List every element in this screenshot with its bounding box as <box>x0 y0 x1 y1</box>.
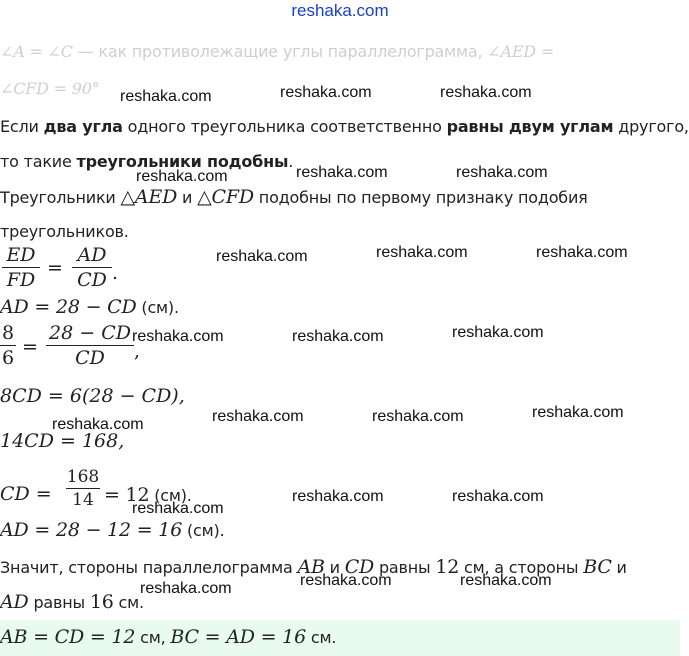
conclusion-text: см, а стороны <box>459 558 584 577</box>
comma: , <box>134 340 141 362</box>
rule-bold: треугольники подобны <box>76 152 289 171</box>
answer-math: BC = AD = 16 <box>170 626 306 648</box>
ad-value <box>0 519 224 541</box>
denominator: 14 <box>72 490 94 510</box>
fraction-bar <box>46 345 134 346</box>
watermark: reshaka.com <box>532 404 624 421</box>
watermark: reshaka.com <box>280 84 372 101</box>
unit-text: (см). <box>136 298 179 317</box>
cd-lhs: CD = <box>0 483 52 505</box>
watermark: reshaka.com <box>456 164 548 181</box>
watermark: reshaka.com <box>300 572 392 589</box>
watermark: reshaka.com <box>140 580 232 597</box>
denominator: CD <box>77 269 107 291</box>
step-equation-2: 14CD = 168, <box>0 430 125 452</box>
side-ad: AD <box>0 591 29 613</box>
rule-text: одного треугольника соответственно <box>122 117 447 136</box>
conclusion-text: равны <box>374 558 436 577</box>
fraction-bar <box>0 345 16 346</box>
triangle-cfd: △CFD <box>197 186 254 208</box>
numerator: 8 <box>1 322 15 344</box>
rule-text: другого, <box>613 117 689 136</box>
fraction-bar <box>66 488 100 489</box>
denominator: CD <box>75 347 105 369</box>
answer-math: AB = CD = 12 <box>0 626 136 648</box>
numerator: 168 <box>66 467 100 487</box>
rule-text: . <box>288 152 294 171</box>
ad-expression <box>0 296 179 318</box>
watermark: reshaka.com <box>372 408 464 425</box>
watermark: reshaka.com <box>292 488 384 505</box>
similar-line-2 <box>0 222 129 241</box>
ad-math: AD = 28 − CD <box>0 296 137 318</box>
site-header-link[interactable]: reshaka.com <box>291 1 389 20</box>
answer-unit: см. <box>305 628 337 647</box>
conclusion-text: и <box>611 558 627 577</box>
conclusion-text: см. <box>113 593 144 612</box>
faded-line-2 <box>0 79 100 98</box>
value-16: 16 <box>89 591 114 613</box>
fraction-28-cd <box>46 322 134 369</box>
fraction-168-14 <box>66 467 100 510</box>
watermark: reshaka.com <box>452 324 544 341</box>
similar-text: подобны по первому признаку подобия <box>253 188 588 207</box>
cd-result: = 12 <box>104 484 150 506</box>
numerator: 28 − CD <box>49 322 131 344</box>
faded-line-1 <box>0 42 554 61</box>
similar-text: треугольников. <box>0 222 129 241</box>
conclusion-text: и <box>324 558 345 577</box>
unit-text: (см). <box>149 486 192 505</box>
step-equation-1: 8CD = 6(28 − CD), <box>0 385 185 407</box>
equals-sign: = <box>22 336 38 358</box>
angle-equality: ∠A = ∠C <box>0 42 73 61</box>
triangle-aed: △AED <box>120 186 178 208</box>
fraction-bar <box>2 267 40 268</box>
answer-unit: см, <box>135 628 171 647</box>
fraction-8-6 <box>0 322 16 369</box>
watermark: reshaka.com <box>376 244 468 261</box>
side-cd: CD <box>344 556 375 578</box>
watermark: reshaka.com <box>296 164 388 181</box>
watermark: reshaka.com <box>132 500 224 517</box>
denominator: 6 <box>1 347 15 369</box>
conclusion-text: равны <box>28 593 90 612</box>
side-bc: BC <box>583 556 612 578</box>
watermark: reshaka.com <box>132 328 224 345</box>
conclusion-text: Значит, стороны параллелограмма <box>0 558 298 577</box>
watermark: reshaka.com <box>452 488 544 505</box>
conclusion-line-2 <box>0 591 144 613</box>
numerator: ED <box>6 244 36 266</box>
fraction-bar <box>72 267 112 268</box>
watermark: reshaka.com <box>136 168 228 185</box>
similar-text: Треугольники <box>0 188 121 207</box>
value-12: 12 <box>435 556 460 578</box>
watermark: reshaka.com <box>460 572 552 589</box>
rule-line-1 <box>0 117 689 136</box>
denominator: FD <box>6 269 36 291</box>
fraction-ed-fd <box>2 244 40 291</box>
unit-text: (см). <box>182 521 225 540</box>
rule-bold: равны двум углам <box>446 117 614 136</box>
watermark: reshaka.com <box>52 416 144 433</box>
watermark: reshaka.com <box>212 408 304 425</box>
angle-cfd: ∠CFD = 90° <box>0 79 100 98</box>
side-ab: AB <box>297 556 325 578</box>
watermark: reshaka.com <box>120 88 212 105</box>
similar-text: и <box>177 188 198 207</box>
similar-line-1 <box>0 186 588 208</box>
watermark: reshaka.com <box>440 84 532 101</box>
equals-sign: = <box>47 257 63 279</box>
rule-bold: два угла <box>43 117 123 136</box>
rule-text: Если <box>0 117 44 136</box>
rule-text: то такие <box>0 152 77 171</box>
answer-line <box>0 626 336 648</box>
angle-aed: ∠AED = <box>487 42 555 61</box>
ad-math: AD = 28 − 12 = 16 <box>0 519 183 541</box>
fraction-ad-cd <box>72 244 112 291</box>
period: . <box>112 262 119 284</box>
watermark: reshaka.com <box>216 248 308 265</box>
watermark: reshaka.com <box>292 328 384 345</box>
faded-text: — как противолежащие углы параллелограмма, <box>72 42 488 61</box>
watermark: reshaka.com <box>536 244 628 261</box>
numerator: AD <box>77 244 107 266</box>
